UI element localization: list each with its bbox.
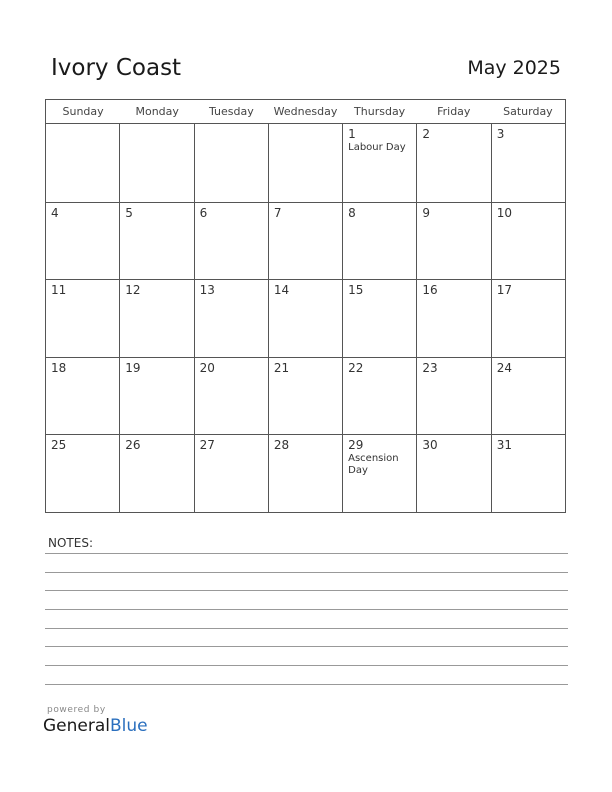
week-row (46, 434, 565, 512)
day-number: 12 (125, 283, 141, 298)
day-number: 30 (422, 438, 438, 453)
day-cell (268, 435, 342, 512)
day-cell (119, 203, 193, 280)
day-number: 25 (51, 438, 67, 453)
day-cell (491, 203, 565, 280)
day-cell (194, 124, 268, 202)
weekday-saturday: Saturday (503, 105, 553, 118)
weekday-monday: Monday (135, 105, 179, 118)
day-cell (491, 280, 565, 357)
day-number: 28 (273, 438, 290, 453)
day-number: 18 (51, 360, 67, 375)
holiday-label: Labour Day (348, 142, 406, 153)
country-title: Ivory Coast (51, 55, 182, 81)
brand-general: General (43, 716, 110, 736)
weekday-tuesday: Tuesday (208, 105, 254, 118)
day-cell (46, 280, 119, 357)
day-number: 24 (496, 360, 512, 375)
note-line (45, 553, 568, 554)
day-number: 20 (199, 360, 215, 375)
weekday-friday: Friday (437, 105, 471, 118)
day-number: 17 (496, 283, 512, 298)
day-cell (342, 203, 416, 280)
day-number: 21 (273, 360, 290, 375)
note-line (45, 628, 568, 629)
day-cell (268, 358, 342, 435)
day-cell (416, 358, 490, 435)
day-cell (119, 124, 193, 202)
weekday-wednesday: Wednesday (273, 105, 338, 118)
powered-by-text: powered by (47, 705, 106, 715)
day-cell (119, 358, 193, 435)
day-cell (416, 124, 490, 202)
day-number: 1 (348, 127, 356, 141)
day-cell (46, 203, 119, 280)
day-number: 3 (496, 127, 505, 141)
day-cell (342, 124, 416, 202)
day-cell (46, 124, 119, 202)
day-cell (342, 435, 416, 512)
day-number: 6 (199, 205, 208, 220)
day-cell (119, 435, 193, 512)
day-number: 13 (199, 283, 215, 298)
calendar-grid (45, 99, 566, 513)
day-cell (416, 203, 490, 280)
day-cell (268, 280, 342, 357)
note-line (45, 590, 568, 591)
day-number: 4 (51, 205, 59, 220)
notes-label: NOTES: (48, 536, 93, 550)
day-number: 31 (496, 438, 512, 453)
month-title: May 2025 (467, 57, 561, 79)
weeks-container (46, 124, 565, 512)
day-number: 11 (51, 283, 67, 298)
weekday-header-row (46, 100, 565, 124)
day-number: 16 (422, 283, 438, 298)
note-line (45, 646, 568, 647)
day-number: 27 (199, 438, 215, 453)
note-line (45, 572, 568, 573)
day-cell (342, 358, 416, 435)
day-number: 26 (125, 438, 141, 453)
day-number: 9 (422, 205, 431, 220)
brand-logo (43, 716, 148, 736)
day-cell (491, 358, 565, 435)
day-cell (416, 435, 490, 512)
day-number: 22 (348, 360, 364, 375)
day-cell (194, 280, 268, 357)
week-row (46, 279, 565, 357)
day-number: 8 (348, 205, 356, 220)
day-number: 29 (348, 438, 364, 453)
note-line (45, 609, 568, 610)
week-row (46, 124, 565, 202)
day-cell (491, 124, 565, 202)
day-cell (342, 280, 416, 357)
day-cell (46, 435, 119, 512)
day-cell (268, 203, 342, 280)
holiday-label: Ascension Day (348, 453, 399, 477)
day-cell (416, 280, 490, 357)
week-row (46, 357, 565, 435)
day-cell (194, 435, 268, 512)
day-number: 19 (125, 360, 141, 375)
day-number: 14 (273, 283, 290, 298)
day-number: 15 (348, 283, 364, 298)
day-cell (194, 358, 268, 435)
brand-blue: Blue (110, 716, 148, 736)
day-number: 7 (273, 205, 282, 220)
day-cell (268, 124, 342, 202)
day-number: 5 (125, 205, 133, 220)
day-cell (119, 280, 193, 357)
weekday-sunday: Sunday (62, 105, 104, 118)
day-cell (491, 435, 565, 512)
day-cell (194, 203, 268, 280)
day-cell (46, 358, 119, 435)
week-row (46, 202, 565, 280)
note-line (45, 665, 568, 666)
day-number: 23 (422, 360, 438, 375)
day-number: 2 (422, 127, 431, 141)
weekday-thursday: Thursday (354, 105, 406, 118)
note-line (45, 684, 568, 685)
day-number: 10 (496, 205, 512, 220)
